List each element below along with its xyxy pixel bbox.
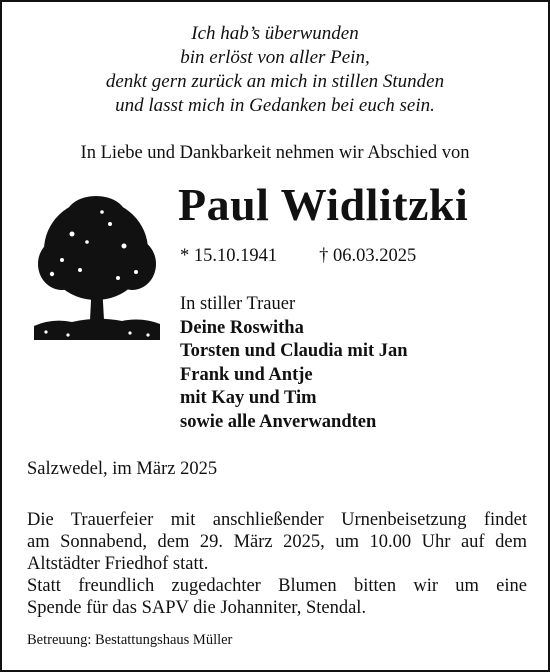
- poem-line: bin erlöst von aller Pein,: [180, 47, 370, 68]
- ceremony-line: Statt freundlich zugedachter Blumen bitten wir um eine: [27, 576, 527, 596]
- ceremony-line: Spende für das SAPV die Johanniter, Stendal.: [27, 598, 367, 618]
- ceremony-line: am Sonnabend, dem 29. März 2025, um 10.00 Uhr auf dem: [27, 532, 527, 552]
- poem-line: und lasst mich in Gedanken bei euch sein.: [115, 95, 435, 116]
- death-date: † 06.03.2025: [319, 246, 417, 266]
- poem: [2, 22, 548, 118]
- deceased-name: Paul Widlitzki: [178, 179, 469, 230]
- poem-line: Ich hab’s überwunden: [191, 23, 359, 44]
- mourner-name: mit Kay und Tim: [180, 388, 317, 408]
- mourner-name: Deine Roswitha: [180, 317, 304, 338]
- tree-icon: [32, 194, 162, 344]
- ceremony-line: Die Trauerfeier mit anschließender Urnenbeisetzung findet: [27, 510, 527, 530]
- mourners-heading: In stiller Trauer: [180, 294, 296, 314]
- place-date: Salzwedel, im März 2025: [27, 459, 218, 479]
- poem-line: denkt gern zurück an mich in stillen Stunden: [105, 71, 445, 92]
- mourner-name: sowie alle Anverwandten: [180, 411, 377, 432]
- funeral-home: Betreuung: Bestattungshaus Müller: [27, 632, 233, 648]
- ceremony-line: Altstädter Friedhof statt.: [27, 554, 209, 574]
- mourner-name: Torsten und Claudia mit Jan: [180, 341, 408, 361]
- ceremony-info: [27, 509, 527, 619]
- life-dates: [180, 246, 416, 267]
- birth-date: * 15.10.1941: [180, 246, 278, 266]
- mourner-name: Frank und Antje: [180, 364, 313, 385]
- mourners: [180, 293, 408, 434]
- farewell-intro: In Liebe und Dankbarkeit nehmen wir Abschied von: [80, 143, 470, 163]
